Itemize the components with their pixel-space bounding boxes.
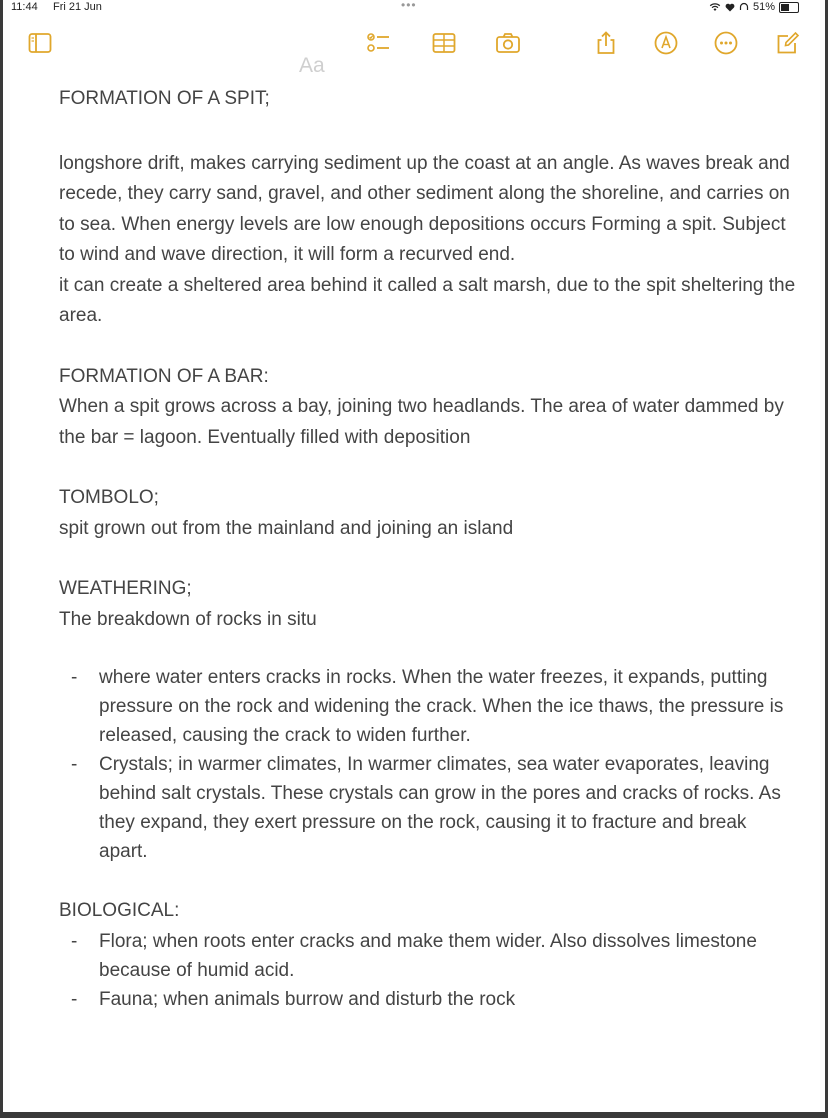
notes-screen	[3, 0, 825, 1112]
table-icon[interactable]	[431, 30, 457, 56]
multitasking-dots-icon[interactable]: •••	[401, 0, 417, 12]
status-date: Fri 21 Jun	[53, 1, 102, 13]
battery-fill	[781, 4, 789, 11]
wifi-icon	[709, 2, 721, 12]
paragraph-salt-marsh: it can create a sheltered area behind it called a salt marsh, due to the spit sheltering the area.	[59, 274, 796, 326]
paragraph-tombolo: spit grown out from the mainland and joining an island	[59, 517, 514, 539]
note-body[interactable]	[59, 84, 799, 1014]
heading-bar: FORMATION OF A BAR:	[59, 365, 269, 387]
markup-icon[interactable]	[653, 30, 679, 56]
heading-spit: FORMATION OF A SPIT;	[59, 88, 270, 109]
status-bar	[3, 0, 825, 16]
heart-icon	[725, 3, 735, 12]
list-item: - Flora; when roots enter cracks and make them wider. Also dissolves limestone because of humid acid.	[71, 930, 757, 981]
biological-list	[59, 927, 799, 1014]
headphones-icon	[739, 2, 749, 12]
battery-percent: 51%	[752, 1, 775, 13]
heading-weathering: WEATHERING;	[59, 578, 192, 599]
share-icon[interactable]	[593, 30, 619, 56]
paragraph-bar: When a spit grows across a bay, joining two headlands. The area of water dammed by the bar = lagoon. Eventually filled with deposition	[59, 396, 784, 448]
list-item: - where water enters cracks in rocks. When the water freezes, it expands, putting pressure on the rock and widening the crack. When the ice thaws, the pressure is released, causing the crack to widen further.	[71, 667, 784, 746]
compose-icon[interactable]	[775, 30, 801, 56]
more-icon[interactable]	[713, 30, 739, 56]
checklist-icon[interactable]	[365, 30, 391, 56]
heading-tombolo: TOMBOLO;	[59, 487, 159, 508]
sidebar-icon[interactable]	[27, 30, 53, 56]
weathering-list	[59, 663, 799, 866]
camera-icon[interactable]	[495, 30, 521, 56]
status-time: 11:44	[11, 1, 38, 13]
format-button[interactable]: Aa	[299, 54, 325, 77]
paragraph-spit: longshore drift, makes carrying sediment up the coast at an angle. As waves break and recede, they carry sand, gravel, and other sediment along the shoreline, and carries on to sea. When energy levels are low enough depositions occurs Forming a spit. Subject to wind and wave direction, it will form a recurved end.	[59, 152, 790, 265]
list-item: - Fauna; when animals burrow and disturb the rock	[71, 988, 516, 1010]
toolbar	[3, 24, 825, 77]
heading-biological: BIOLOGICAL:	[59, 900, 180, 921]
battery-icon	[779, 2, 799, 13]
paragraph-weathering: The breakdown of rocks in situ	[59, 608, 317, 630]
list-item: - Crystals; in warmer climates, In warmer climates, sea water evaporates, leaving behind salt crystals. These crystals can grow in the pores and cracks of rocks. As they expand, they exert pressure on the rock, causing it to fracture and break apart.	[71, 754, 781, 862]
status-indicators	[709, 1, 799, 13]
